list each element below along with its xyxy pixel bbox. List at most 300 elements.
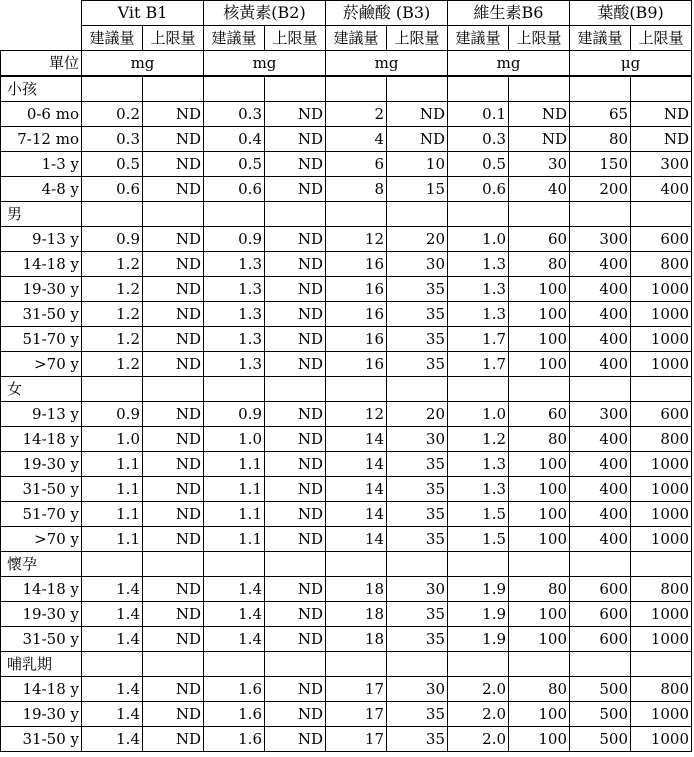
table-row <box>1 227 692 252</box>
ul-value: 35 <box>387 327 448 352</box>
ul-value: 20 <box>387 402 448 427</box>
rec-value: 400 <box>570 527 631 552</box>
table-row <box>1 127 692 152</box>
rec-value: 1.6 <box>204 677 265 702</box>
rec-value: 150 <box>570 152 631 177</box>
table-row <box>1 102 692 127</box>
rec-value: 18 <box>326 627 387 652</box>
empty-cell <box>631 202 692 227</box>
age-label: 31-50 y <box>1 727 82 752</box>
table-row <box>1 177 692 202</box>
empty-cell <box>387 552 448 577</box>
rec-value: 1.3 <box>204 352 265 377</box>
rec-value: 400 <box>570 277 631 302</box>
rec-value: 1.9 <box>448 577 509 602</box>
rec-value: 12 <box>326 227 387 252</box>
ul-header: 上限量 <box>631 26 692 51</box>
rec-value: 1.0 <box>448 227 509 252</box>
empty-cell <box>265 652 326 677</box>
ul-value: 30 <box>387 677 448 702</box>
rec-value: 16 <box>326 327 387 352</box>
ul-value: 35 <box>387 352 448 377</box>
ul-value: 100 <box>509 727 570 752</box>
group-header-row <box>1 652 692 677</box>
rec-value: 16 <box>326 302 387 327</box>
rec-value: 2.0 <box>448 677 509 702</box>
rec-value: 400 <box>570 302 631 327</box>
ul-value: ND <box>143 627 204 652</box>
ul-value: ND <box>265 227 326 252</box>
empty-cell <box>143 652 204 677</box>
rec-value: 80 <box>570 127 631 152</box>
empty-cell <box>326 202 387 227</box>
group-label: 女 <box>1 377 82 402</box>
empty-cell <box>204 652 265 677</box>
ul-value: 100 <box>509 477 570 502</box>
empty-cell <box>265 76 326 102</box>
empty-cell <box>265 377 326 402</box>
table-row <box>1 477 692 502</box>
corner-cell <box>1 26 82 51</box>
rec-value: 1.2 <box>82 302 143 327</box>
rec-value: 1.3 <box>448 452 509 477</box>
ul-value: ND <box>143 602 204 627</box>
ul-value: 1000 <box>631 277 692 302</box>
rec-value: 14 <box>326 527 387 552</box>
ul-value: 1000 <box>631 452 692 477</box>
ul-value: 1000 <box>631 527 692 552</box>
empty-cell <box>509 552 570 577</box>
rec-value: 1.4 <box>204 577 265 602</box>
ul-value: 35 <box>387 452 448 477</box>
rec-value: 1.4 <box>82 677 143 702</box>
ul-value: 1000 <box>631 702 692 727</box>
age-label: 14-18 y <box>1 252 82 277</box>
ul-value: 80 <box>509 252 570 277</box>
ul-value: 30 <box>387 577 448 602</box>
rec-value: 500 <box>570 677 631 702</box>
ul-value: 35 <box>387 302 448 327</box>
rec-value: 1.2 <box>82 352 143 377</box>
empty-cell <box>631 76 692 102</box>
rec-value: 0.3 <box>204 102 265 127</box>
rec-value: 1.3 <box>204 302 265 327</box>
empty-cell <box>509 76 570 102</box>
ul-value: ND <box>509 102 570 127</box>
rec-value: 0.2 <box>82 102 143 127</box>
age-label: 4-8 y <box>1 177 82 202</box>
age-label: 19-30 y <box>1 452 82 477</box>
table-row <box>1 277 692 302</box>
rec-value: 0.5 <box>204 152 265 177</box>
rec-value: 300 <box>570 402 631 427</box>
ul-value: 100 <box>509 327 570 352</box>
ul-value: ND <box>265 327 326 352</box>
ul-header: 上限量 <box>143 26 204 51</box>
rec-value: 400 <box>570 502 631 527</box>
rec-header: 建議量 <box>570 26 631 51</box>
empty-cell <box>631 552 692 577</box>
rec-value: 1.3 <box>448 277 509 302</box>
rec-value: 400 <box>570 477 631 502</box>
empty-cell <box>448 76 509 102</box>
nutrient-header: 核黃素(B2) <box>204 1 326 26</box>
ul-value: ND <box>143 702 204 727</box>
rec-value: 1.4 <box>82 702 143 727</box>
rec-value: 1.0 <box>82 427 143 452</box>
rec-value: 400 <box>570 452 631 477</box>
rec-value: 1.3 <box>204 252 265 277</box>
rec-value: 400 <box>570 352 631 377</box>
empty-cell <box>509 652 570 677</box>
empty-cell <box>448 377 509 402</box>
empty-cell <box>570 76 631 102</box>
ul-value: 80 <box>509 577 570 602</box>
ul-value: ND <box>143 427 204 452</box>
ul-value: ND <box>265 277 326 302</box>
ul-value: ND <box>265 627 326 652</box>
ul-value: 20 <box>387 227 448 252</box>
ul-value: 35 <box>387 477 448 502</box>
empty-cell <box>631 652 692 677</box>
ul-value: 35 <box>387 727 448 752</box>
ul-value: 35 <box>387 627 448 652</box>
unit-value: μg <box>570 51 692 77</box>
empty-cell <box>326 377 387 402</box>
ul-value: 100 <box>509 627 570 652</box>
age-label: >70 y <box>1 527 82 552</box>
ul-value: ND <box>265 577 326 602</box>
ul-value: 100 <box>509 702 570 727</box>
corner-cell <box>1 1 82 26</box>
rec-value: 2.0 <box>448 702 509 727</box>
table-row <box>1 402 692 427</box>
ul-value: ND <box>265 477 326 502</box>
ul-value: 1000 <box>631 602 692 627</box>
ul-value: ND <box>143 352 204 377</box>
rec-value: 1.4 <box>82 627 143 652</box>
group-label: 哺乳期 <box>1 652 82 677</box>
rec-value: 12 <box>326 402 387 427</box>
table-row <box>1 702 692 727</box>
ul-value: ND <box>265 702 326 727</box>
rec-value: 1.2 <box>82 277 143 302</box>
rec-value: 500 <box>570 727 631 752</box>
subheader-row <box>1 26 692 51</box>
ul-value: ND <box>265 502 326 527</box>
ul-value: ND <box>143 252 204 277</box>
empty-cell <box>570 202 631 227</box>
nutrient-header: 葉酸(B9) <box>570 1 692 26</box>
ul-value: ND <box>143 677 204 702</box>
rec-value: 1.1 <box>82 452 143 477</box>
empty-cell <box>82 76 143 102</box>
rec-value: 0.9 <box>204 402 265 427</box>
ul-value: ND <box>265 402 326 427</box>
ul-value: 35 <box>387 602 448 627</box>
empty-cell <box>509 202 570 227</box>
rec-value: 1.4 <box>204 627 265 652</box>
empty-cell <box>265 552 326 577</box>
rec-value: 14 <box>326 427 387 452</box>
rec-value: 1.3 <box>204 277 265 302</box>
rec-header: 建議量 <box>204 26 265 51</box>
rec-value: 600 <box>570 577 631 602</box>
age-label: 19-30 y <box>1 702 82 727</box>
ul-value: 60 <box>509 227 570 252</box>
group-header-row <box>1 377 692 402</box>
rec-header: 建議量 <box>326 26 387 51</box>
ul-value: ND <box>265 127 326 152</box>
rec-value: 1.4 <box>82 602 143 627</box>
ul-value: ND <box>143 577 204 602</box>
empty-cell <box>143 76 204 102</box>
rec-value: 0.5 <box>82 152 143 177</box>
table-row <box>1 502 692 527</box>
rec-value: 300 <box>570 227 631 252</box>
empty-cell <box>204 76 265 102</box>
rec-value: 1.1 <box>82 477 143 502</box>
rec-value: 16 <box>326 252 387 277</box>
rec-value: 0.9 <box>82 227 143 252</box>
ul-value: ND <box>265 352 326 377</box>
ul-value: ND <box>265 602 326 627</box>
rec-value: 1.7 <box>448 327 509 352</box>
age-label: 0-6 mo <box>1 102 82 127</box>
rec-value: 0.6 <box>204 177 265 202</box>
ul-value: 400 <box>631 177 692 202</box>
empty-cell <box>326 652 387 677</box>
ul-header: 上限量 <box>509 26 570 51</box>
rec-value: 17 <box>326 677 387 702</box>
rec-value: 1.9 <box>448 602 509 627</box>
empty-cell <box>570 377 631 402</box>
rec-value: 1.0 <box>448 402 509 427</box>
empty-cell <box>570 552 631 577</box>
ul-value: ND <box>265 677 326 702</box>
ul-value: ND <box>143 502 204 527</box>
rec-value: 14 <box>326 502 387 527</box>
rec-value: 1.2 <box>448 427 509 452</box>
rec-value: 1.4 <box>82 577 143 602</box>
nutrient-header-row <box>1 1 692 26</box>
unit-label: 單位 <box>1 51 82 77</box>
ul-value: ND <box>143 127 204 152</box>
group-label: 小孩 <box>1 76 82 102</box>
empty-cell <box>509 377 570 402</box>
rec-value: 400 <box>570 252 631 277</box>
ul-value: 35 <box>387 277 448 302</box>
rec-value: 2.0 <box>448 727 509 752</box>
nutrient-header: 菸鹼酸 (B3) <box>326 1 448 26</box>
rec-value: 0.5 <box>448 152 509 177</box>
rec-value: 1.3 <box>448 252 509 277</box>
unit-row <box>1 51 692 77</box>
rec-value: 1.3 <box>448 477 509 502</box>
age-label: 19-30 y <box>1 277 82 302</box>
rec-value: 600 <box>570 602 631 627</box>
age-label: 31-50 y <box>1 477 82 502</box>
ul-value: ND <box>631 127 692 152</box>
age-label: 7-12 mo <box>1 127 82 152</box>
rec-value: 0.3 <box>448 127 509 152</box>
empty-cell <box>204 552 265 577</box>
ul-value: ND <box>143 227 204 252</box>
rec-value: 0.1 <box>448 102 509 127</box>
age-label: 51-70 y <box>1 502 82 527</box>
rec-value: 65 <box>570 102 631 127</box>
rec-value: 500 <box>570 702 631 727</box>
empty-cell <box>448 202 509 227</box>
empty-cell <box>265 202 326 227</box>
ul-value: 35 <box>387 702 448 727</box>
rec-value: 1.1 <box>82 502 143 527</box>
ul-value: ND <box>143 102 204 127</box>
group-label: 懷孕 <box>1 552 82 577</box>
ul-value: ND <box>387 102 448 127</box>
age-label: 14-18 y <box>1 427 82 452</box>
ul-value: ND <box>509 127 570 152</box>
ul-header: 上限量 <box>265 26 326 51</box>
empty-cell <box>82 552 143 577</box>
rec-value: 16 <box>326 352 387 377</box>
ul-value: ND <box>631 102 692 127</box>
age-label: 14-18 y <box>1 577 82 602</box>
ul-value: ND <box>143 327 204 352</box>
empty-cell <box>631 377 692 402</box>
ul-value: ND <box>143 152 204 177</box>
ul-value: 30 <box>387 252 448 277</box>
rec-value: 0.9 <box>82 402 143 427</box>
empty-cell <box>448 552 509 577</box>
age-label: 9-13 y <box>1 402 82 427</box>
ul-value: 100 <box>509 352 570 377</box>
rec-value: 17 <box>326 727 387 752</box>
ul-value: 35 <box>387 502 448 527</box>
age-label: 14-18 y <box>1 677 82 702</box>
empty-cell <box>387 652 448 677</box>
ul-value: ND <box>143 527 204 552</box>
empty-cell <box>143 552 204 577</box>
table-row <box>1 452 692 477</box>
unit-value: mg <box>448 51 570 77</box>
rec-value: 14 <box>326 477 387 502</box>
rec-value: 1.1 <box>204 502 265 527</box>
rec-value: 14 <box>326 452 387 477</box>
ul-value: 1000 <box>631 502 692 527</box>
rec-value: 1.3 <box>204 327 265 352</box>
ul-value: ND <box>265 452 326 477</box>
rec-value: 1.6 <box>204 702 265 727</box>
rec-value: 1.2 <box>82 327 143 352</box>
ul-value: 1000 <box>631 327 692 352</box>
ul-value: ND <box>265 302 326 327</box>
rec-value: 16 <box>326 277 387 302</box>
age-label: 19-30 y <box>1 602 82 627</box>
rec-value: 8 <box>326 177 387 202</box>
rec-value: 400 <box>570 427 631 452</box>
rec-value: 1.9 <box>448 627 509 652</box>
ul-value: 100 <box>509 277 570 302</box>
rec-value: 1.5 <box>448 502 509 527</box>
rec-value: 1.6 <box>204 727 265 752</box>
ul-header: 上限量 <box>387 26 448 51</box>
ul-value: 30 <box>509 152 570 177</box>
ul-value: 100 <box>509 452 570 477</box>
ul-value: 300 <box>631 152 692 177</box>
ul-value: 100 <box>509 302 570 327</box>
ul-value: 100 <box>509 527 570 552</box>
rec-value: 0.6 <box>448 177 509 202</box>
rec-header: 建議量 <box>82 26 143 51</box>
table-row <box>1 302 692 327</box>
group-header-row <box>1 552 692 577</box>
rec-value: 1.4 <box>82 727 143 752</box>
empty-cell <box>387 377 448 402</box>
table-row <box>1 727 692 752</box>
empty-cell <box>82 377 143 402</box>
ul-value: 40 <box>509 177 570 202</box>
table-row <box>1 252 692 277</box>
table-row <box>1 627 692 652</box>
ul-value: ND <box>265 427 326 452</box>
ul-value: ND <box>143 452 204 477</box>
ul-value: 80 <box>509 677 570 702</box>
rec-header: 建議量 <box>448 26 509 51</box>
ul-value: ND <box>265 177 326 202</box>
unit-value: mg <box>326 51 448 77</box>
ul-value: 35 <box>387 527 448 552</box>
age-label: >70 y <box>1 352 82 377</box>
ul-value: ND <box>143 402 204 427</box>
ul-value: 800 <box>631 252 692 277</box>
empty-cell <box>326 552 387 577</box>
nutrient-header: Vit B1 <box>82 1 204 26</box>
rec-value: 18 <box>326 577 387 602</box>
rec-value: 1.1 <box>204 452 265 477</box>
empty-cell <box>387 202 448 227</box>
ul-value: ND <box>143 302 204 327</box>
rec-value: 0.3 <box>82 127 143 152</box>
rec-value: 400 <box>570 327 631 352</box>
ul-value: 1000 <box>631 302 692 327</box>
ul-value: 80 <box>509 427 570 452</box>
table-row <box>1 352 692 377</box>
rec-value: 1.7 <box>448 352 509 377</box>
ul-value: ND <box>265 252 326 277</box>
ul-value: ND <box>143 727 204 752</box>
rec-value: 1.5 <box>448 527 509 552</box>
age-label: 31-50 y <box>1 302 82 327</box>
table-row <box>1 527 692 552</box>
rec-value: 0.9 <box>204 227 265 252</box>
ul-value: 600 <box>631 402 692 427</box>
table-row <box>1 152 692 177</box>
rec-value: 17 <box>326 702 387 727</box>
table-row <box>1 577 692 602</box>
ul-value: ND <box>265 102 326 127</box>
empty-cell <box>326 76 387 102</box>
group-label: 男 <box>1 202 82 227</box>
rec-value: 1.0 <box>204 427 265 452</box>
rec-value: 1.1 <box>204 527 265 552</box>
ul-value: 800 <box>631 677 692 702</box>
empty-cell <box>448 652 509 677</box>
ul-value: 60 <box>509 402 570 427</box>
rec-value: 600 <box>570 627 631 652</box>
group-header-row <box>1 76 692 102</box>
age-label: 9-13 y <box>1 227 82 252</box>
